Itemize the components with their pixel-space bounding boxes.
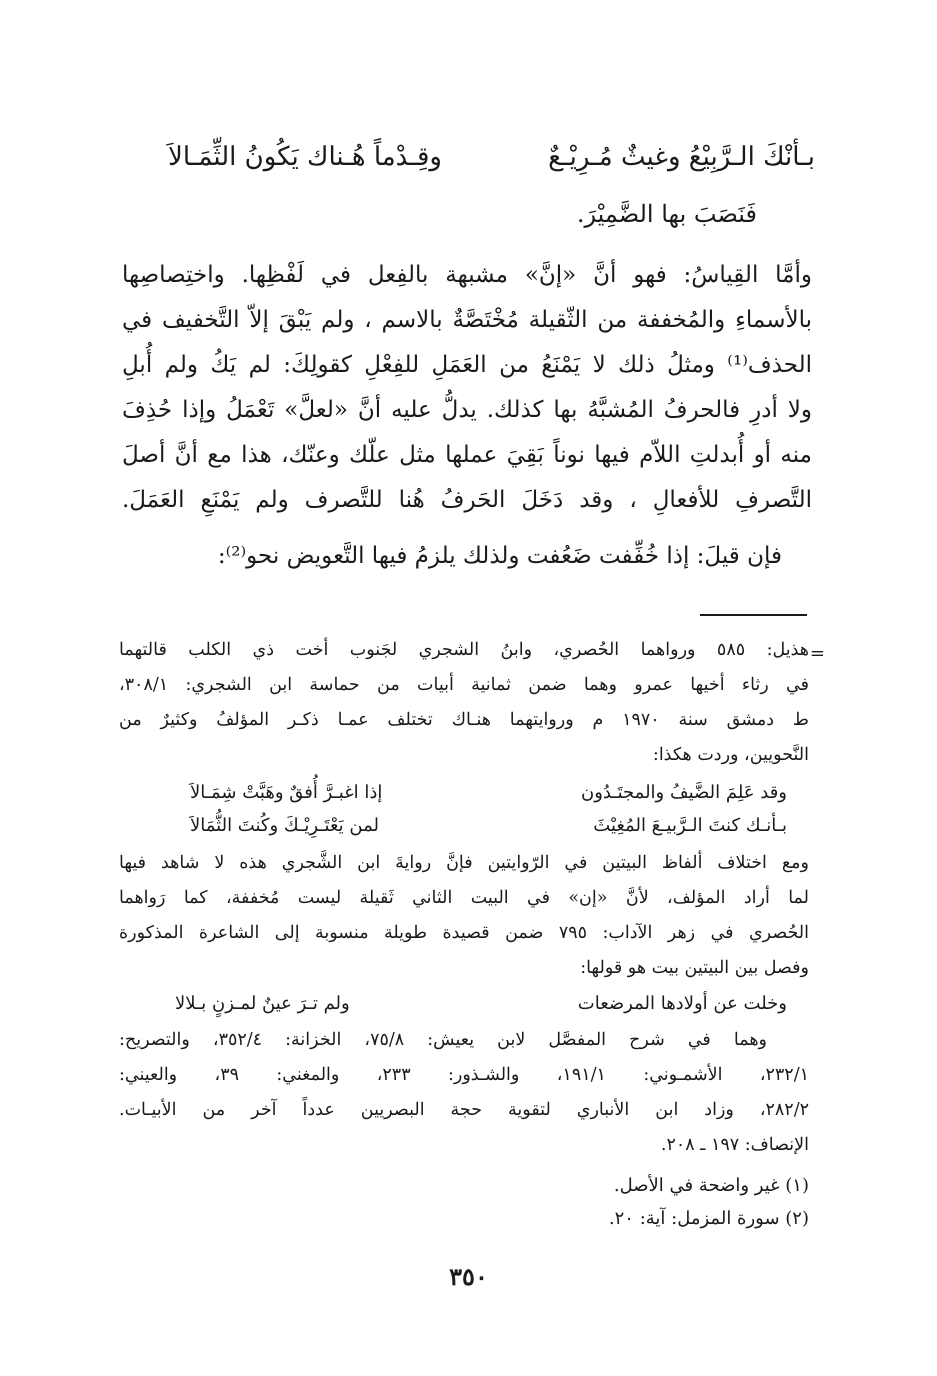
- footnote-line: ط دمشق سنة ١٩٧٠ م وروايتهما هنـاك تختلف عمـا ذكـر المؤلفُ وكثيرٌ من: [119, 710, 809, 730]
- footnote-line: ٢٨٢/٢، وزاد ابن الأنباري لتقوية حجة البصريين عدداً آخر من الأبيـات.: [119, 1100, 809, 1120]
- footnote-verse-hemistich: بـأنـك كنتَ الـرَّبيـعَ المُغِيْثَ: [593, 815, 787, 836]
- footnote-verse-hemistich: إذا اغبـرَّ أُفقٌ وهَبَّتْ شِمَـالاَ: [190, 782, 383, 803]
- footnote-line: الحُصري في زهر الآداب: ٧٩٥ ضمن قصيدة طويلة منسوبة إلى الشاعرة المذكورة: [119, 923, 809, 943]
- footnote-line: وفصل بين البيتين بيت هو قولها:: [580, 958, 809, 978]
- poem-hemistich-left: وقِـدْماً هُـناك يَكُونُ الثِّمَـالاَ: [168, 142, 442, 172]
- footnote-line: النَّحويين، وردت هكذا:: [652, 745, 809, 765]
- main-text-line: فَنَصَبَ بها الضَّمِيْرَ.: [576, 200, 757, 228]
- main-text-line: ولا أدرِ فالحرفُ المُشبَّهُ بها كذلك. يدلُّ عليه أنَّ «لعلَّ» تَعْمَلُ وإذا حُذِفَ: [122, 397, 812, 423]
- footnote-2: (٢) سورة المزمل: آية: ٢٠.: [608, 1208, 809, 1229]
- footnote-separator: [700, 614, 807, 616]
- main-text-line: بالأسماءِ والمُخففة من الثّقيلة مُخْتَصَّةٌ بالاسم ، ولم يَبْقَ إلاّ التَّخفيف في: [122, 307, 812, 333]
- footnote-line: ٢٣٢/١، الأشمـوني: ١٩١/١، والشـذور: ٢٣٣، والمغني: ٣٩، والعيني:: [119, 1065, 809, 1085]
- footnote-line: هذيل: ٥٨٥ ورواهما الحُصري، وابنُ الشجري لجَنوب أخت ذي الكلب قالتهما: [119, 640, 809, 660]
- footnote-line: وهما في شرح المفصَّل لابن يعيش: ٧٥/٨، الخزانة: ٣٥٢/٤، والتصريح:: [119, 1030, 767, 1050]
- footnote-line: ومع اختلاف ألفاظ البيتين في الرّوايتين فإنَّ روايةَ ابن الشَّجري هذه لا شاهد فيها: [119, 853, 809, 873]
- main-text-line: وأمَّا القِياسُ: فهو أنَّ «إنَّ» مشبهة بالفِعل في لَفْظِها. واختِصاصِها: [122, 262, 812, 288]
- footnote-1: (١) غير واضحة في الأصل.: [613, 1175, 809, 1196]
- footnote-continuation-mark: =: [809, 643, 825, 664]
- footnote-verse-hemistich: وقد عَلِمَ الضَّيفُ والمجتَـدُون: [580, 782, 787, 803]
- footnote-verse-hemistich: وخلت عن أولادها المرضعات: [577, 993, 787, 1014]
- main-text-line: فإن قيلَ: إذا خُفِّفت ضَعُفت ولذلك يلزمُ فيها التَّعويض نحو⁽²⁾:: [217, 543, 782, 569]
- poem-hemistich-right: بـأنْكَ الـرَّبِيْعُ وغيثٌ مُـرِيْـعٌ: [548, 142, 815, 172]
- main-text-line: منه أو أُبدلتِ اللاّم فيها نوناً بَقِيَ عملها مثل علّك وعنّك، هذا مع أنَّ أصلَ: [122, 442, 812, 468]
- footnote-verse-hemistich: ولم تـرَ عينٌ لمـزنٍ بـلالا: [175, 993, 350, 1014]
- footnote-line: في رثاء أخيها عمرو وهما ضمن ثمانية أبيات من حماسة ابن الشجري: ٣٠٨/١،: [119, 675, 809, 695]
- footnote-line: لما أراد المؤلف، لأنَّ «إن» في البيت الثاني ثَقيلة ليست مُخففة، كما رَواهما: [119, 888, 809, 908]
- footnote-line: الإنصاف: ١٩٧ ـ ٢٠٨.: [660, 1135, 809, 1155]
- main-text-line: التَّصرفِ للأفعالِ ، وقد دَخَلَ الحَرفُ هُنا للتَّصرف ولم يَمْنَعِ العَمَلَ.: [122, 487, 812, 513]
- main-text-line: الحذف⁽¹⁾ ومثلُ ذلك لا يَمْنَعُ من العَمَلِ للفِعْلِ كقولِكَ: لم يَكُ ولم أُبلِ: [122, 352, 812, 378]
- page-number: ٣٥٠: [449, 1262, 488, 1291]
- footnote-verse-hemistich: لمن يَعْتَـرِيْـكَ وكُنتَ الثُّمَالاَ: [190, 815, 379, 836]
